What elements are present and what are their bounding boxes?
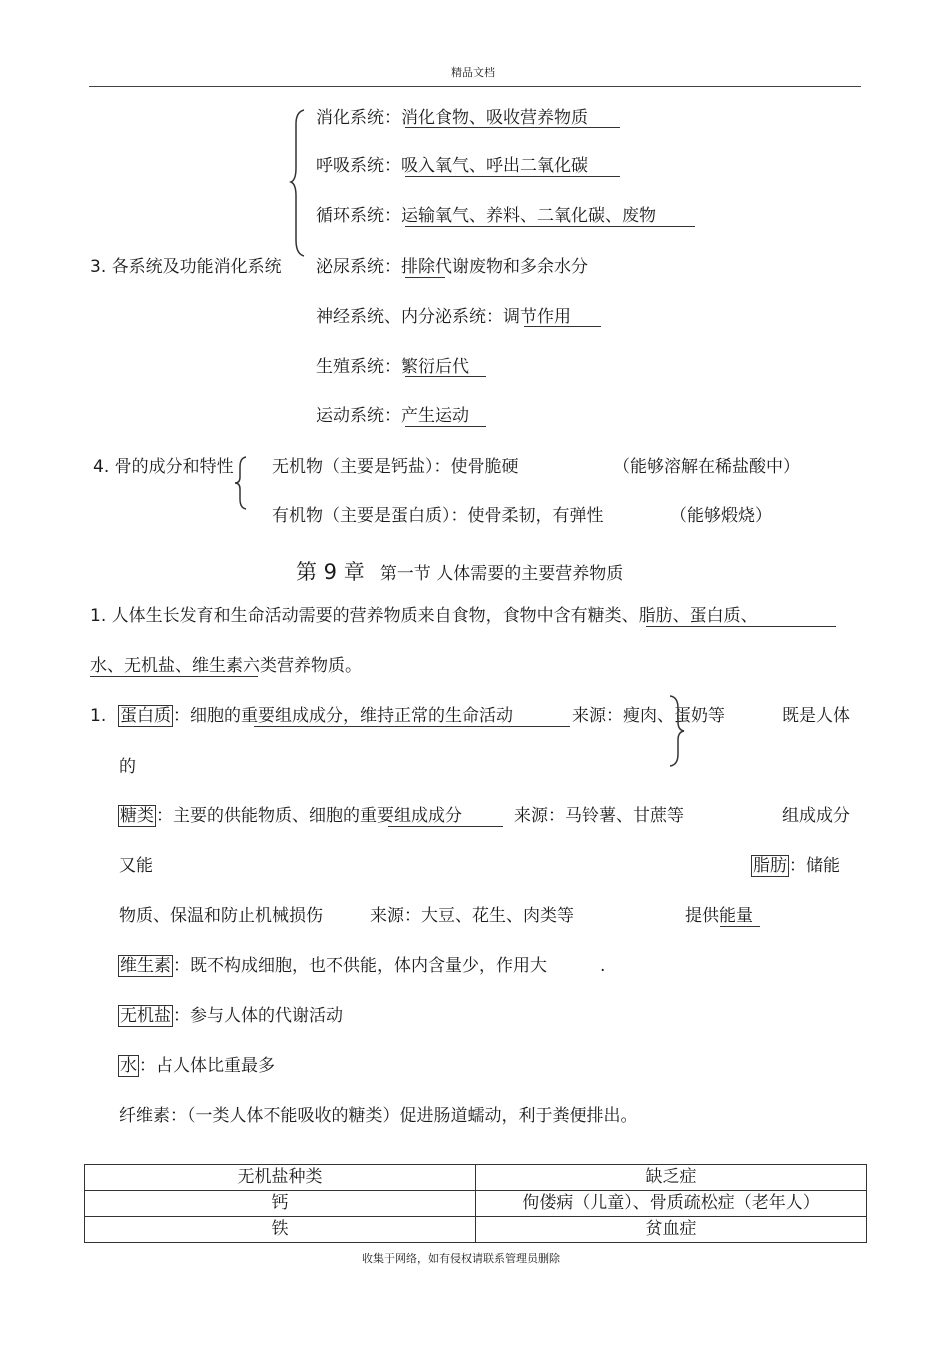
fat-pre: 又能 (119, 856, 153, 876)
table-header-cell: 无机盐种类 (85, 1165, 476, 1191)
intro-line-1: 1. 人体生长发育和生命活动需要的营养物质来自食物，食物中含有糖类、脂肪、蛋白质、 (90, 606, 758, 626)
table-cell: 贫血症 (476, 1217, 867, 1243)
table-row (85, 1217, 867, 1243)
vitamin-line: 维生素 ：既不构成细胞，也不供能，体内含量少，作用大 (120, 956, 547, 976)
table-cell: 佝偻病（儿童）、骨质疏松症（老年人） (476, 1191, 867, 1217)
protein-side: 既是人体 (782, 706, 850, 726)
table-cell: 铁 (85, 1217, 476, 1243)
page-header: 精品文档 (451, 66, 495, 79)
protein-brace (668, 694, 686, 768)
blank-underline (646, 626, 836, 627)
blank-underline (524, 326, 601, 327)
chapter-number: 第 9 章 (296, 560, 365, 584)
chapter-heading (296, 556, 623, 586)
sugar-side: 组成成分 (782, 806, 850, 826)
blank-underline (405, 127, 620, 128)
blank-underline (388, 826, 503, 827)
blank-underline (90, 676, 258, 677)
systems-label: 3. 各系统及功能消化系统 (90, 257, 282, 277)
bone-organic-note: （能够煅烧） (670, 506, 772, 526)
system-respiratory: 呼吸系统：吸入氧气、呼出二氧化碳 (316, 156, 588, 176)
blank-underline (405, 376, 486, 377)
bone-inorganic-note: （能够溶解在稀盐酸中） (613, 457, 800, 477)
protein-source: 来源：瘦肉、蛋奶等 (572, 706, 725, 726)
sugar-source: 来源：马铃薯、甘蔗等 (514, 806, 684, 826)
bone-label: 4. 骨的成分和特性 (93, 457, 234, 477)
table-cell: 钙 (85, 1191, 476, 1217)
mineral-line: 无机盐 ：参与人体的代谢活动 (120, 1006, 343, 1026)
page-footer: 收集于网络，如有侵权请联系管理员删除 (362, 1252, 560, 1265)
system-circulatory: 循环系统：运输氧气、养料、二氧化碳、废物 (316, 206, 656, 226)
blank-underline (254, 726, 570, 727)
table-row (85, 1191, 867, 1217)
system-digestive: 消化系统：消化食物、吸收营养物质 (316, 108, 588, 128)
protein-term: 蛋白质 (120, 706, 171, 726)
intro-line-2: 水、无机盐、维生素六类营养物质。 (90, 656, 362, 676)
mineral-deficiency-table (84, 1164, 867, 1243)
fat-source: 来源：大豆、花生、肉类等 (370, 906, 574, 926)
bone-inorganic: 无机物（主要是钙盐）：使骨脆硬 (272, 457, 519, 477)
blank-underline (720, 926, 760, 927)
blank-underline (405, 226, 695, 227)
systems-brace (290, 108, 310, 258)
system-nervous-endocrine: 神经系统、内分泌系统：调节作用 (316, 307, 571, 327)
table-header-row (85, 1165, 867, 1191)
sugar-term: 糖类 (120, 806, 154, 826)
protein-line: 蛋白质 ：细胞的重要组成成分，维持正常的生命活动 (120, 706, 513, 726)
fat-line: 脂肪 ：储能 (753, 856, 840, 876)
blank-underline (405, 426, 486, 427)
vitamin-term: 维生素 (120, 956, 171, 976)
blank-underline (405, 176, 620, 177)
fiber-line: 纤维素：（一类人体不能吸收的糖类）促进肠道蠕动，利于粪便排出。 (119, 1106, 638, 1126)
system-urinary: 泌尿系统：排除代谢废物和多余水分 (316, 257, 588, 277)
system-reproductive: 生殖系统：繁衍后代 (316, 357, 469, 377)
system-motor: 运动系统：产生运动 (316, 406, 469, 426)
fat-side: 提供能量 (685, 906, 753, 926)
bone-brace (234, 455, 250, 511)
blank-underline (405, 277, 445, 278)
chapter-section: 第一节 人体需要的主要营养物质 (379, 564, 624, 584)
water-line: 水 ：占人体比重最多 (120, 1056, 275, 1076)
fat-term: 脂肪 (753, 856, 787, 876)
protein-side-2: 的 (119, 757, 136, 777)
vitamin-dot: . (600, 956, 606, 976)
sugar-line: 糖类 ：主要的供能物质、细胞的重要组成成分 (120, 806, 462, 826)
bone-organic: 有机物（主要是蛋白质）：使骨柔韧，有弹性 (272, 506, 604, 526)
table-header-cell: 缺乏症 (476, 1165, 867, 1191)
water-term: 水 (120, 1056, 137, 1076)
mineral-term: 无机盐 (120, 1006, 171, 1026)
header-rule (89, 86, 861, 87)
fat-desc-2: 物质、保温和防止机械损伤 (119, 906, 323, 926)
nutrients-number: 1. (90, 706, 107, 726)
